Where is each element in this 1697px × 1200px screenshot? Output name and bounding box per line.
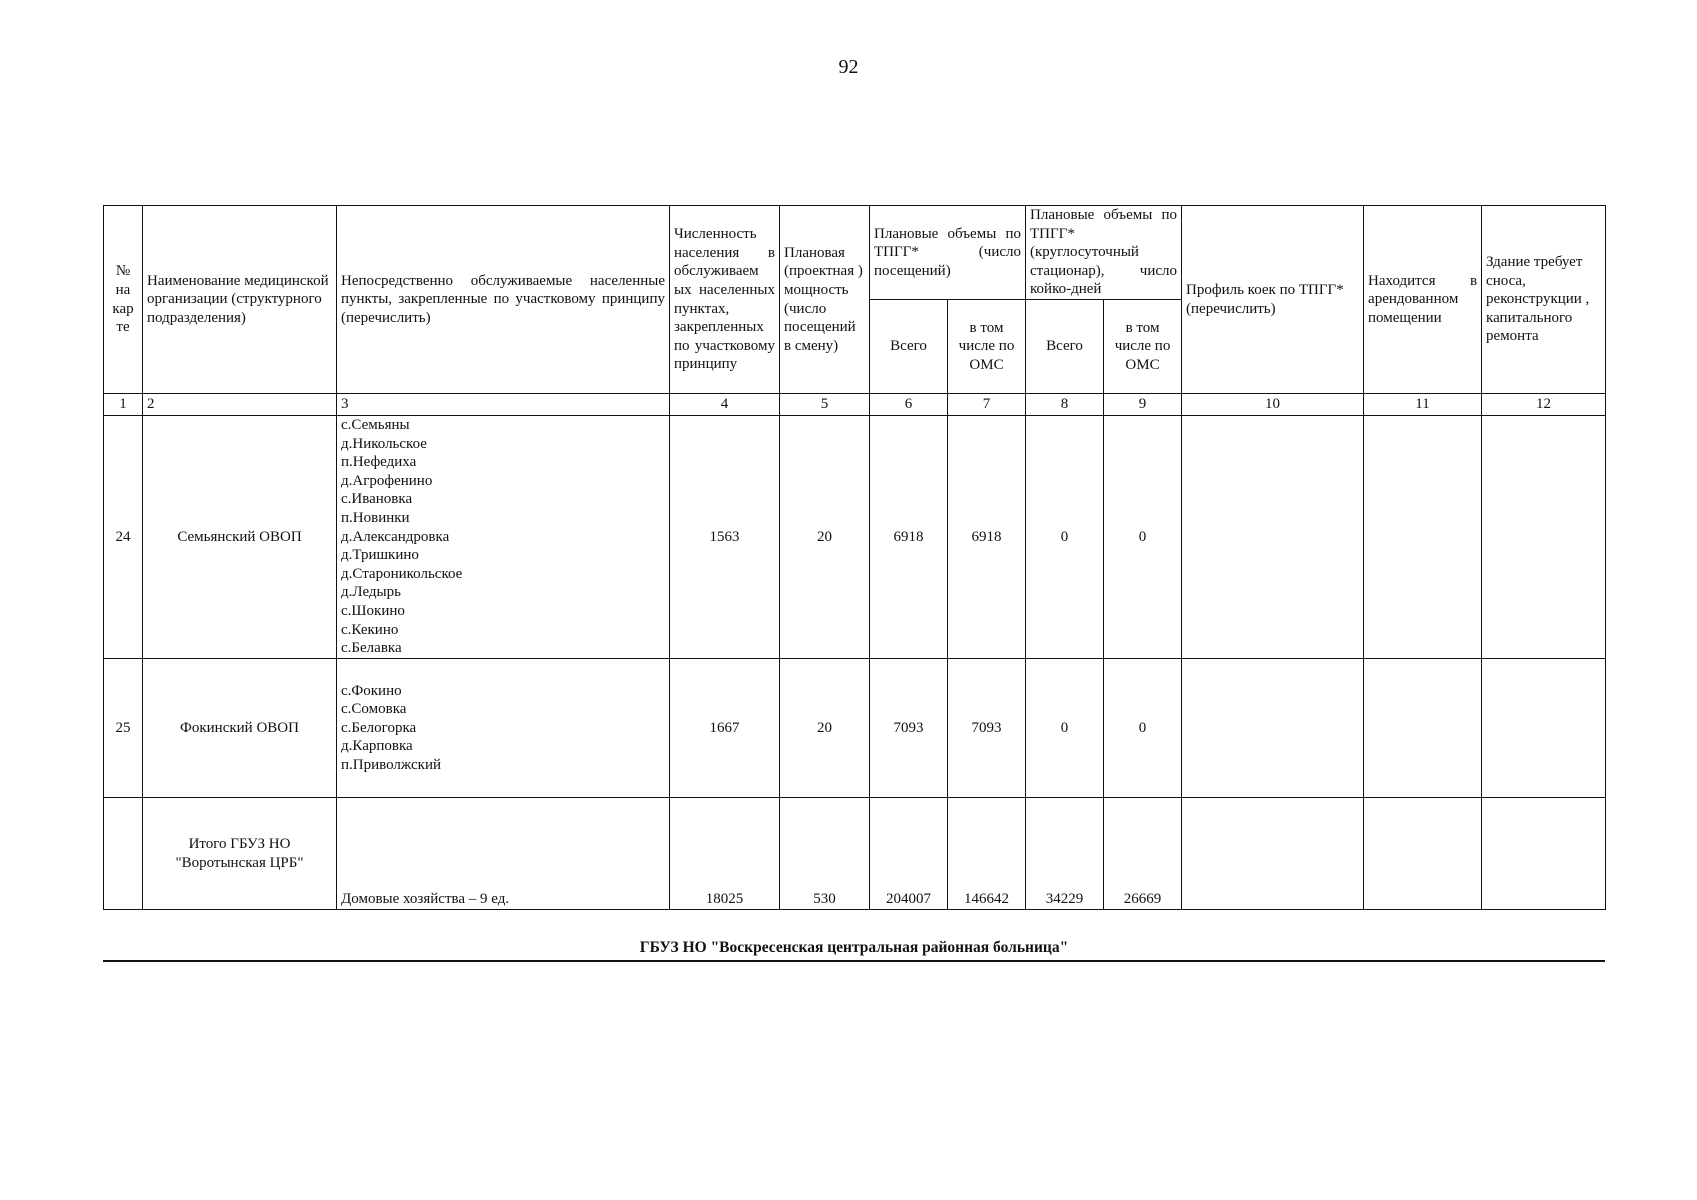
column-number: 4 bbox=[670, 394, 780, 416]
settlement-item: д.Староникольское bbox=[341, 565, 463, 582]
header-visits-oms: в том числе по ОМС bbox=[948, 300, 1026, 394]
header-settlements: Непосредственно обслуживаемые населенные пункты, закрепленные по участковому принципу (перечислить) bbox=[337, 206, 670, 394]
total-visits-oms: 146642 bbox=[948, 798, 1026, 910]
row-settlements-list bbox=[337, 416, 670, 659]
row-population: 1563 bbox=[670, 416, 780, 659]
settlement-item: с.Сомовка bbox=[341, 701, 407, 718]
row-organization-name: Фокинский ОВОП bbox=[143, 659, 337, 798]
row-organization-name: Семьянский ОВОП bbox=[143, 416, 337, 659]
total-bed-days-oms: 26669 bbox=[1104, 798, 1182, 910]
total-map-number bbox=[104, 798, 143, 910]
row-visits-total: 6918 bbox=[870, 416, 948, 659]
row-bed-days-total: 0 bbox=[1026, 659, 1104, 798]
total-settlements: Домовые хозяйства – 9 ед. bbox=[337, 798, 670, 910]
total-bed-days-total: 34229 bbox=[1026, 798, 1104, 910]
settlement-item: с.Ивановка bbox=[341, 491, 413, 508]
total-visits-total: 204007 bbox=[870, 798, 948, 910]
row-bed-days-oms: 0 bbox=[1104, 659, 1182, 798]
header-population: Численность населения в обслуживаем ых населенных пунктах, закрепленных по участковому принципу bbox=[670, 206, 780, 394]
row-capacity: 20 bbox=[780, 416, 870, 659]
settlement-item: д.Агрофенино bbox=[341, 472, 433, 489]
header-map-number: № на кар те bbox=[104, 206, 143, 394]
row-bed-days-total: 0 bbox=[1026, 416, 1104, 659]
column-number: 1 bbox=[104, 394, 143, 416]
row-bed-profile bbox=[1182, 416, 1364, 659]
table-row bbox=[104, 416, 1606, 659]
header-planned-visits: Плановые объемы по ТПГГ* (число посещений) bbox=[870, 206, 1026, 300]
medical-organizations-table bbox=[103, 205, 1606, 910]
row-visits-oms: 6918 bbox=[948, 416, 1026, 659]
header-row bbox=[104, 206, 1606, 300]
row-bed-days-oms: 0 bbox=[1104, 416, 1182, 659]
row-rented-premises bbox=[1364, 416, 1482, 659]
row-population: 1667 bbox=[670, 659, 780, 798]
row-bed-profile bbox=[1182, 659, 1364, 798]
settlement-item: п.Новинки bbox=[341, 509, 410, 526]
column-number: 12 bbox=[1482, 394, 1606, 416]
settlement-item: д.Ледырь bbox=[341, 584, 401, 601]
settlement-item: д.Александровка bbox=[341, 528, 450, 545]
row-capacity: 20 bbox=[780, 659, 870, 798]
column-number: 5 bbox=[780, 394, 870, 416]
header-bed-days-total: Всего bbox=[1026, 300, 1104, 394]
table-row bbox=[104, 659, 1606, 798]
settlement-item: с.Белогорка bbox=[341, 719, 417, 736]
row-visits-oms: 7093 bbox=[948, 659, 1026, 798]
settlement-item: с.Шокино bbox=[341, 602, 405, 619]
settlement-item: п.Нефедиха bbox=[341, 454, 417, 471]
header-bed-profile: Профиль коек по ТПГГ* (перечислить) bbox=[1182, 206, 1364, 394]
header-capacity: Плановая (проектная ) мощность (число посещений в смену) bbox=[780, 206, 870, 394]
row-building-repair bbox=[1482, 416, 1606, 659]
settlement-item: д.Никольское bbox=[341, 435, 427, 452]
total-bed-profile bbox=[1182, 798, 1364, 910]
row-map-number: 24 bbox=[104, 416, 143, 659]
column-number: 8 bbox=[1026, 394, 1104, 416]
total-rented-premises bbox=[1364, 798, 1482, 910]
settlement-item: с.Фокино bbox=[341, 682, 402, 699]
settlement-item: п.Приволжский bbox=[341, 756, 441, 773]
next-section-title: ГБУЗ НО "Воскресенская центральная районная больница" bbox=[103, 939, 1605, 962]
page-number: 92 bbox=[838, 56, 859, 78]
total-population: 18025 bbox=[670, 798, 780, 910]
column-number: 11 bbox=[1364, 394, 1482, 416]
total-building-repair bbox=[1482, 798, 1606, 910]
column-number: 7 bbox=[948, 394, 1026, 416]
row-map-number: 25 bbox=[104, 659, 143, 798]
settlement-item: д.Тришкино bbox=[341, 547, 419, 564]
column-number: 6 bbox=[870, 394, 948, 416]
header-planned-bed-days: Плановые объемы по ТПГГ* (круглосуточный стационар), число койко-дней bbox=[1026, 206, 1182, 300]
total-row bbox=[104, 798, 1606, 910]
column-number: 9 bbox=[1104, 394, 1182, 416]
row-rented-premises bbox=[1364, 659, 1482, 798]
header-building-repair: Здание требует сноса, реконструкции , капитального ремонта bbox=[1482, 206, 1606, 394]
column-number: 3 bbox=[337, 394, 670, 416]
header-bed-days-oms: в том числе по ОМС bbox=[1104, 300, 1182, 394]
header-rented-premises: Находится в арендованном помещении bbox=[1364, 206, 1482, 394]
row-visits-total: 7093 bbox=[870, 659, 948, 798]
total-capacity: 530 bbox=[780, 798, 870, 910]
settlement-item: с.Семьяны bbox=[341, 417, 410, 433]
settlement-item: с.Кекино bbox=[341, 621, 399, 638]
total-organization-name: Итого ГБУЗ НО "Воротынская ЦРБ" bbox=[143, 798, 337, 910]
row-settlements-list bbox=[337, 659, 670, 798]
row-building-repair bbox=[1482, 659, 1606, 798]
column-number: 10 bbox=[1182, 394, 1364, 416]
settlement-item: с.Белавка bbox=[341, 640, 402, 657]
settlement-item: д.Карповка bbox=[341, 738, 413, 755]
header-visits-total: Всего bbox=[870, 300, 948, 394]
column-number: 2 bbox=[143, 394, 337, 416]
header-organization-name: Наименование медицинской организации (структурного подразделения) bbox=[143, 206, 337, 394]
column-number-row bbox=[104, 394, 1606, 416]
